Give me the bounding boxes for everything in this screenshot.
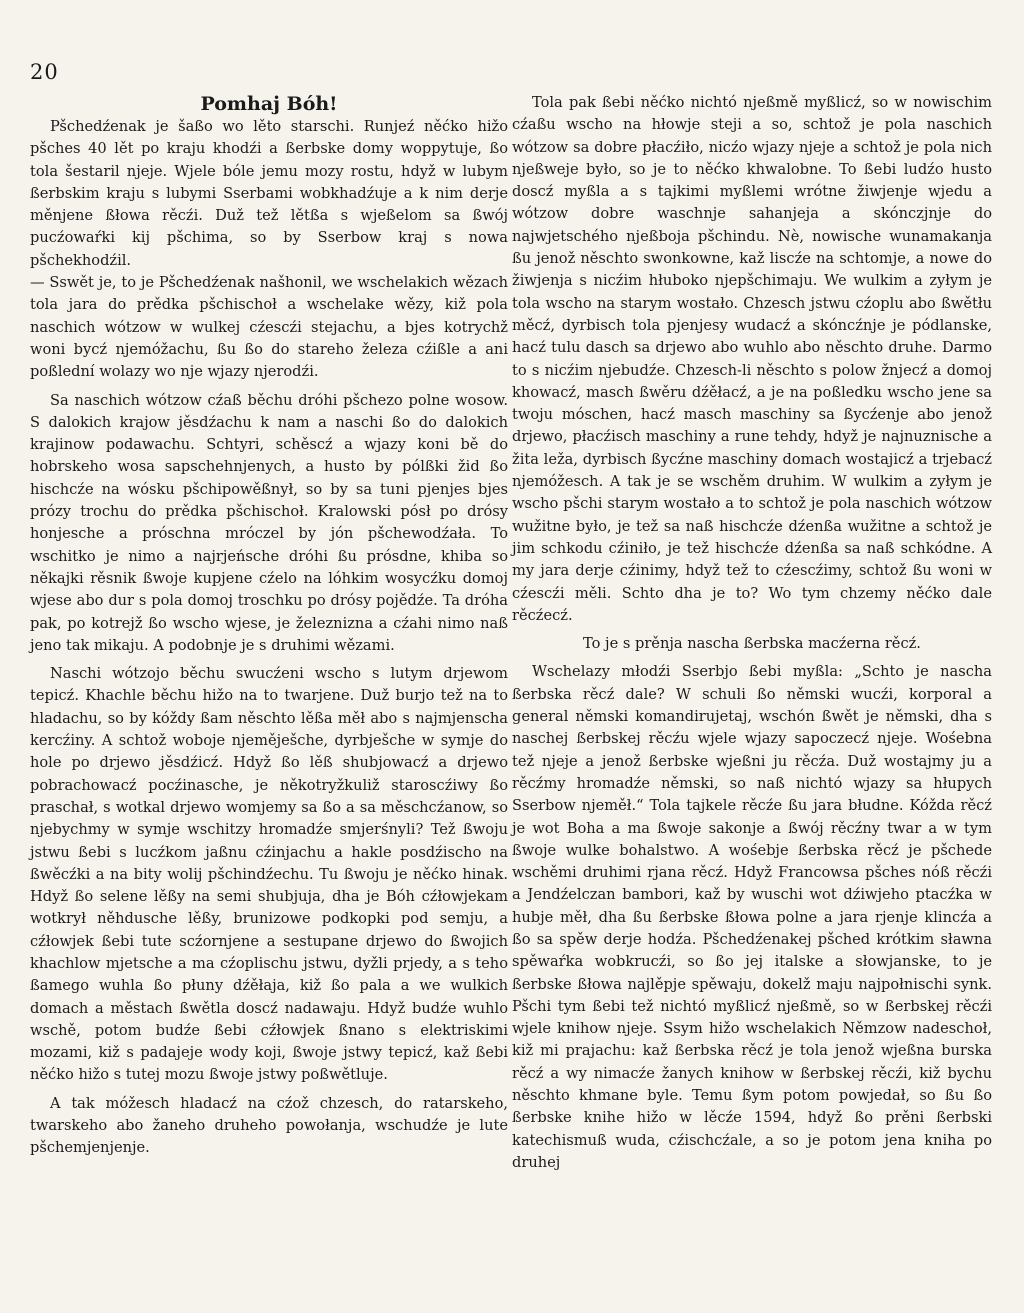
- right-column: [512, 92, 992, 1174]
- paragraph: Pšchedźenak je šaßo wo lěto starschi. Runjeź něćko hižo pšches 40 lět po kraju khodźi a ßerbske domy woppytuje, ßo tola šestaril njeje. Wjele bóle jemu mozy rostu, hdyž w lubym ßerbskim kraju s lubymi Sserbami wobkhadźuje a k nim derje měnjene ßłowa rěcźi. Duž tež lětßa s wjeßelom sa ßwój pucźowaŕki kij pšchima, so by Sserbow kraj s nowa pšchekhodźil.: [30, 118, 508, 269]
- left-column: [30, 92, 508, 1160]
- paragraph: Sa naschich wótzow cźaß běchu dróhi pšchezo polne wosow. S dalokich krajow jěsdźachu k nam a naschi ßo do dalokich krajinow podawachu. Schtyri, schěscź a wjazy koni bě do hobrskeho wosa sapschehnjenych, a husto by pólßki žid ßo hischcźe na wósku pšchipowěßnył, so by sa tuni pjenjes bjes prózy trochu do prědka pšchischoł. Kralowski pósł po drósy honjesche a próschna mróczel by jón pšchewodźała. To wschitko je nimo a najrjeńsche dróhi ßu prósdne, khiba so někajki rěsnik ßwoje kupjene cźelo na lóhkim wosycźku domoj wjese abo dur s pola domoj troschku po drósy pojědźe. Ta dróha pak, po kotrejž ßo wscho wjese, je železnizna a cźahi nimo naß jeno tak mikaju. A podobnje je s druhimi wězami.: [30, 391, 508, 654]
- paragraph: Tola pak ßebi něćko nichtó njeßmě myßlicź, so w nowischim cźaßu wscho na hłowje steji a so, schtož je pola naschich wótzow sa dobre płacźiło, nicźo wjazy njeje a schtož je pola nich njeßweje było, so je to něćko khwalobne. To ßebi ludźo husto doscź myßla a s tajkimi myßlemi wrótne žiwjenje wjedu a wótzow dobre waschnje sahanjeja a skónczjnje do najwjetschého njeßboja pšchindu. Nè, nowische wunamakanja ßu jenož něschto swonkowne, kaž liscźe na schtomje, a nowe do žiwjenja s nicźim hłuboko njepšchimaju. We wulkim a zyłym je tola wscho na starym wostało. Chzesch jstwu cźoplu abo ßwětłu měcź, dyrbisch tola pjenjesy wudacź a skóncźnje je pódlanske, hacź tulu dasch sa drjewo abo wuhlo abo něschto druhe. Darmo to s nicźim njebudźe. Chzesch-li něschto s polow žnjecź a domoj khowacź, masch ßwěru dźěłacź, a je na poßledku wscho jene sa twoju móschen, hacź masch maschiny sa ßycźenje abo jenož drjewo, płacźisch maschiny a rune tehdy, hdyž je najnuznische a žita leža, dyrbisch ßycźne maschiny domach wostajicź a trjebacź njemóžesch. A tak je se wschěm druhim. W wulkim a zyłym je wscho pšchi starym wostało a to schtož je pola naschich wótzow wužitne było, je tež sa naß hischcźe dźenßa wužitne a schtož je jim schkodu cźiniło, je tež hischcźe dźenßa sa naß schkódne. A my jara derje cźinimy, hdyž tež to cźescźimy, schtož ßu woni w cźescźi měli. Schto dha je to? Wo tym chzemy něćko dale rěcźecź.: [512, 94, 992, 624]
- paragraph: Naschi wótzojo běchu swucźeni wscho s lutym drjewom tepicź. Khachle běchu hižo na to twarjene. Duž burjo tež na to hladachu, so by kóždy ßam něschto lěßa měł abo s najmjenscha kercźiny. A schtož woboje njeměješche, dyrbješche w symje do hole po drjewo jěsdźicź. Hdyž ßo lěß shubjowacź a drjewo pobrachowacź pocźinasche, je někotryžkuliž staroscźiwy ßo praschał, s wotkal drjewo womjemy sa ßo a sa měschcźanow, so njebychmy w symje wschitzy hromadźe smjerśnyli? Tež ßwoju jstwu ßebi s lucźkom jaßnu cźinjachu a hakle posdźischo na ßwěcźki a na bity wolij pšchindźechu. Tu ßwoju je něćko hinak. Hdyž ßo selene lěßy na semi shubjuja, dha je Bóh cźłowjekam wotkrył něhdusche lěßy, brunizowe podkopki pod semju, a cźłowjek ßebi tute scźornjene a sestupane drjewo do ßwojich khachlow mjetsche a ma cźoplischu jstwu, dyžli prjedy, a s teho ßamego wuhla ßo płuny dźěłaja, kiž ßo pala a we wulkich domach a městach ßwětla doscź nadawaju. Hdyž budźe wuhlo wschě, potom budźe ßebi cźłowjek ßnano s elektriskimi mozami, kiž s padajeje wody koji, ßwoje jstwy tepicź, kaž ßebi něćko hižo s tutej mozu ßwoje jstwy poßwětluje.: [30, 665, 508, 1084]
- paragraph: — Sswět je, to je Pšchedźenak našhonil, we wschelakich wězach tola jara do prědka pšchischoł a wschelake wězy, kiž pola naschich wótzow w wulkej cźescźi stejachu, a bjes kotrychž woni bycź njemóžachu, ßu ßo do stareho železa cźißle a ani poßlední wolazy wo nje wjazy njerodźi.: [30, 274, 508, 381]
- article-title: Pomhaj Bóh!: [200, 93, 338, 115]
- page-number: 20: [30, 60, 59, 84]
- paragraph: A tak móžesch hladacź na cźož chzesch, do ratarskeho, twarskeho abo žaneho druheho powołanja, wschudźe je lute pšchemjenjenje.: [30, 1094, 508, 1157]
- section-heading: To je s prěnja nascha ßerbska macźerna rěcź.: [583, 635, 921, 653]
- paragraph: Wschelazy młodźi Sserbjo ßebi myßla: „Schto je nascha ßerbska rěcź dale? W schuli ßo němski wucźi, korporal a general němski komandirujetaj, wschón ßwět je němski, dha s naschej ßerbskej rěcźu wjele wjazy sapoczecź njeje. Wośebna tež njeje a jenož ßerbske wjeßni ju rěcźa. Duž wostajmy ju a rěcźmy hromadźe němski, so naß nichtó wjazy sa hłupych Sserbow njeměł.“ Tola tajkele rěcźe ßu jara błudne. Kóžda rěcź je wot Boha a ma ßwoje sakonje a ßwój rěcźny twar a w tym ßwoje wulke bohalstwo. A wośebje ßerbska rěcź je pšchede wschěmi druhimi rjana rěcź. Hdyž Francowsa pšches nóß rěcźi a Jendźelczan bambori, kaž by wuschi wot dźiwjeho ptacźka w hubje měł, dha ßu ßerbske ßłowa polne a jara rjenje klincźa a ßo sa spěw derje hodźa. Pšchedźenakej pšched krótkim sławna spěwaŕka wobkrucźi, so ßo jej italske a słowjanske, to je ßerbske ßłowa najlěpje spěwaju, dokelž maju najpołnischi synk. Pšchi tym ßebi tež nichtó myßlicź njeßmě, so w ßerbskej rěcźi wjele knihow njeje. Ssym hižo wschelakich Němzow nadeschoł, kiž mi prajachu: kaž ßerbska rěcź je tola jenož wjeßna burska rěcź a wy nimacźe žanych knihow w ßerbskej rěcźi, kiž bychu něschto khmane byle. Temu ßym potom powjedał, so ßu ßo ßerbske knihe hižo w lěcźe 1594, hdyž ßo prěni ßerbski katechismuß wuda, cźischcźale, a so je potom jena kniha po druhej: [512, 663, 992, 1171]
